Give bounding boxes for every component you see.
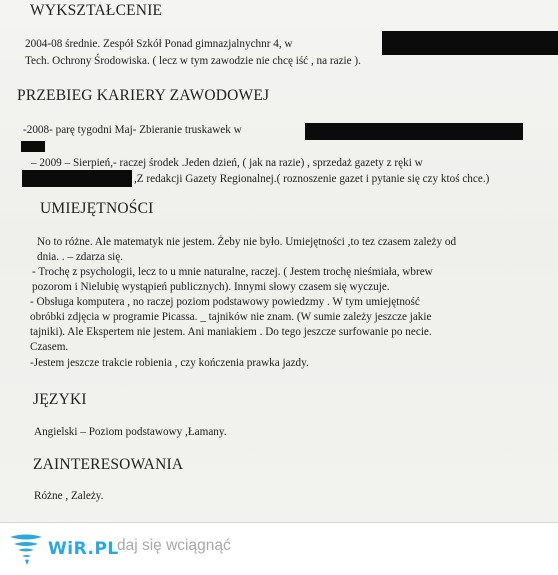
skills-line-2: dnia. . – zdarza się. [37, 251, 124, 263]
logo-text: WiR.PL [48, 539, 119, 559]
redaction-bar [305, 123, 523, 140]
career-line-2: – 2009 – Sierpień,- raczej środek .Jeden dzień, ( jak na razie) , sprzedaż gazety z ręki w [31, 157, 423, 169]
skills-line-9: -Jestem jeszcze trakcie robienia , czy kończenia prawka jazdy. [30, 357, 309, 369]
career-line-1: -2008- parę tygodni Maj- Zbieranie truskawek w [23, 124, 242, 136]
wir-logo[interactable] [8, 532, 119, 566]
heading-career: PRZEBIEG KARIERY ZAWODOWEJ [17, 87, 270, 104]
heading-languages: JĘZYKI [33, 391, 87, 408]
redaction-bar [21, 141, 45, 152]
tagline: daj się wciągnąć [117, 537, 231, 554]
skills-line-3: - Trochę z psychologii, lecz to u mnie naturalne, raczej. ( Jestem trochę nieśmiała, wbrew [32, 266, 433, 278]
skills-line-1: No to różne. Ale matematyk nie jestem. Żeby nie było. Umiejętności ,to tez czasem zależy od [37, 236, 457, 248]
skills-line-5: - Obsługa komputera , no raczej poziom podstawowy powiedzmy . W tym umiejętność [30, 296, 420, 308]
site-footer [0, 522, 558, 575]
tornado-icon [8, 532, 44, 566]
skills-line-4: pozorom i Nielubię wystąpień publicznych). Innymi słowy czasem się wyczuje. [32, 281, 390, 293]
education-line-2: Tech. Ochrony Środowiska. ( lecz w tym zawodzie nie chcę iść , na razie ). [25, 55, 361, 67]
languages-line-1: Angielski – Poziom podstawowy ,Łamany. [34, 426, 227, 438]
skills-line-7: tajniki). Ale Ekspertem nie jestem. Ani maniakiem . Do tego jeszcze surfowanie po necie. [30, 326, 432, 338]
interests-line-1: Różne , Zależy. [34, 490, 104, 502]
skills-line-8: Czasem. [30, 341, 69, 353]
redaction-bar [382, 31, 558, 55]
heading-skills: UMIEJĘTNOŚCI [40, 200, 154, 217]
heading-education: WYKSZTAŁCENIE [30, 2, 163, 19]
heading-interests: ZAINTERESOWANIA [33, 456, 184, 473]
skills-line-6: obróbki zdjęcia w programie Picassa. _ tajników nie znam. (W sumie zależy jeszcze jakie [30, 311, 432, 323]
career-line-3: ,Z redakcji Gazety Regionalnej.( roznoszenie gazet i pytanie się czy ktoś chce.) [134, 173, 490, 185]
education-line-1: 2004-08 średnie. Zespół Szkół Ponad gimnazjalnychnr 4, w [25, 38, 293, 50]
redaction-bar [22, 170, 132, 187]
